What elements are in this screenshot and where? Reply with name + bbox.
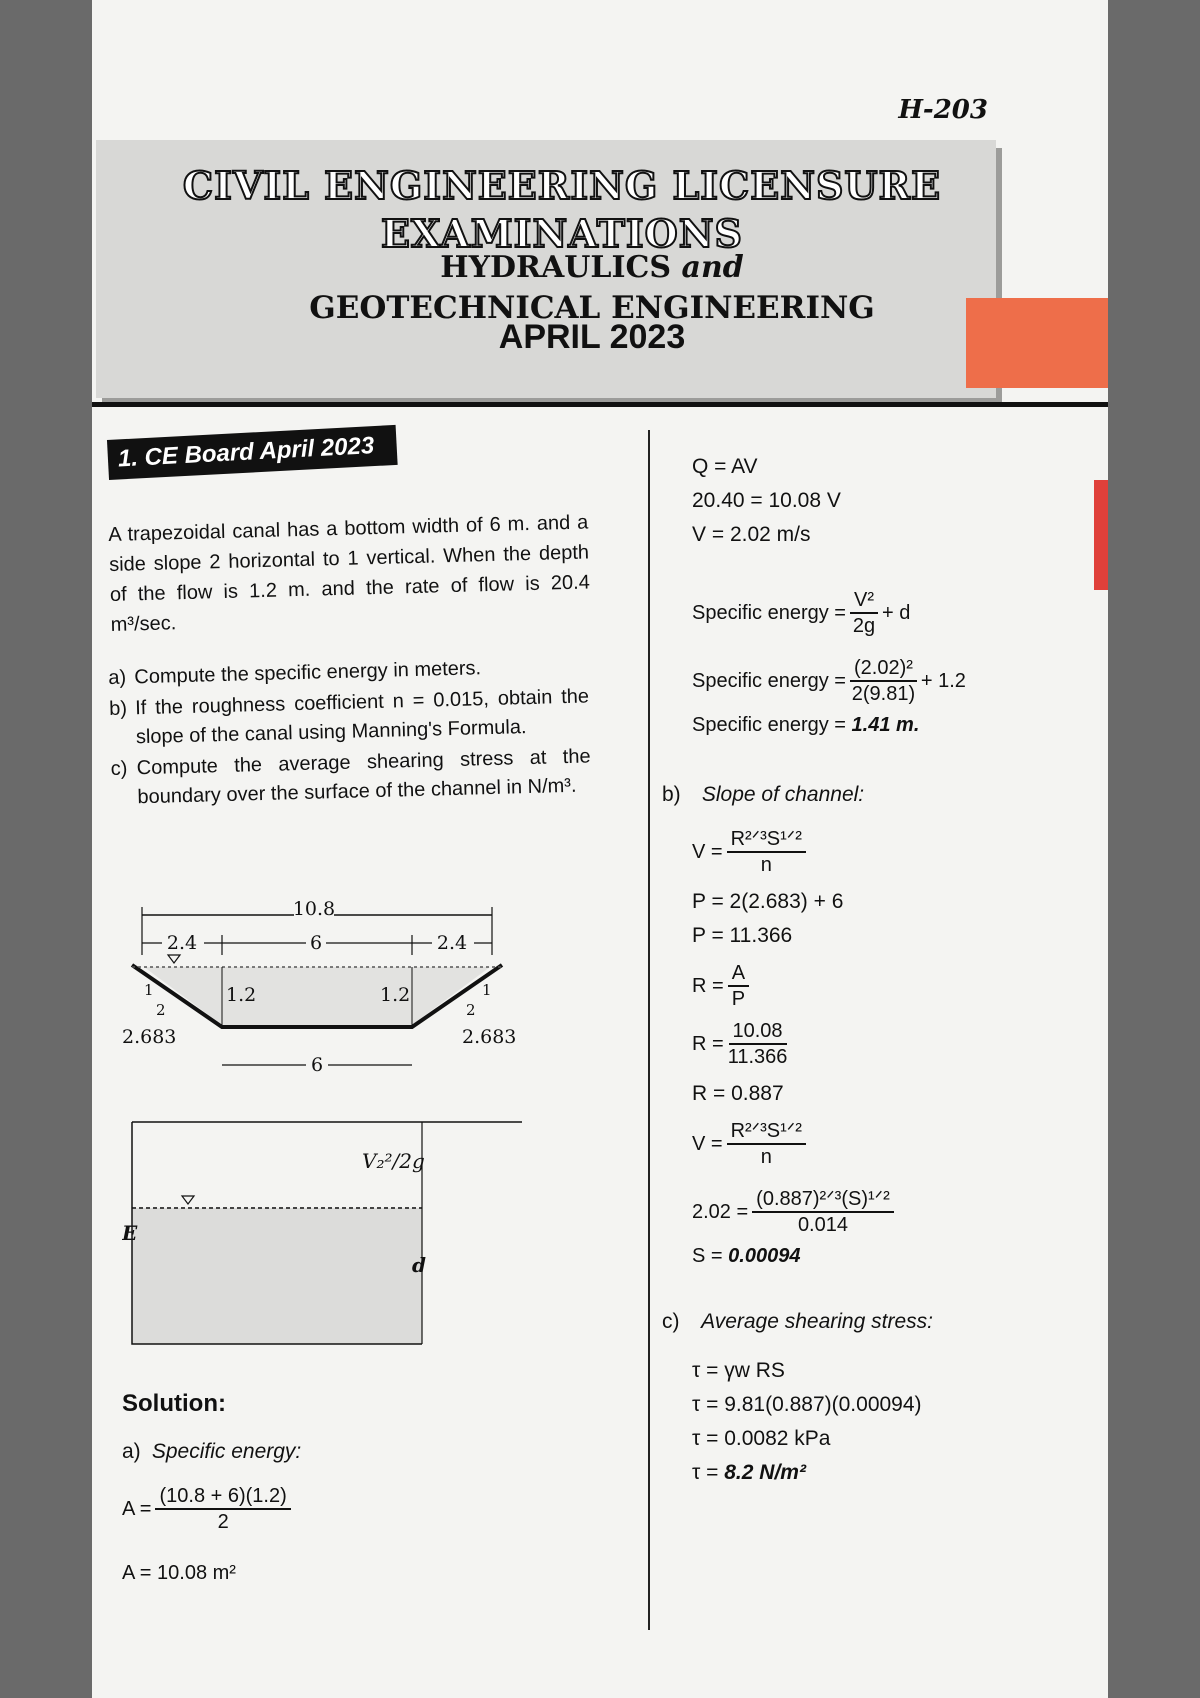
radius-sub-denominator: 11.366: [727, 1046, 788, 1068]
bottom-width-label: 6: [310, 1054, 324, 1076]
trapezoid-channel-figure: [122, 895, 562, 1095]
shear-kpa: τ = 0.0082 kPa: [692, 1427, 831, 1450]
se2-numerator: (2.02)²: [850, 656, 917, 682]
subject-part1: HYDRAULICS: [440, 250, 672, 285]
radius-lhs: R =: [692, 974, 724, 997]
right-overhang-label: 2.4: [436, 932, 468, 954]
solution-heading: Solution:: [122, 1390, 226, 1417]
area-denominator: 2: [217, 1511, 229, 1533]
part-b-label: b): [662, 783, 681, 806]
slope-result: [692, 1245, 1092, 1268]
area-numerator: (10.8 + 6)(1.2): [155, 1484, 290, 1510]
task-c: [110, 742, 591, 813]
radius-sub-numerator: 10.08: [729, 1019, 787, 1045]
radius-formula: [692, 961, 1092, 1011]
se-result-label: Specific energy =: [692, 714, 846, 736]
slope-horizontal-right: 2: [466, 1001, 476, 1019]
slope-sub-fraction: [752, 1187, 894, 1237]
water-level-icon: [168, 955, 180, 963]
manning-formula-repeat: [692, 1119, 1092, 1169]
exam-title-line1: CIVIL ENGINEERING LICENSURE: [182, 163, 942, 208]
manning-fraction: [727, 827, 806, 877]
side-right-label: 2.683: [462, 1026, 517, 1048]
problem-statement: A trapezoidal canal has a bottom width of 6 m. and a side slope 2 horizontal to 1 vertical. When the depth of the flow is 1.2 m. and the rate of flow is 20.4 m³/sec.: [108, 511, 591, 636]
task-b: [109, 682, 590, 753]
slope-substitution: [692, 1187, 1092, 1237]
part-c-heading: [662, 1310, 1092, 1334]
manning-numerator: R²ᐟ³S¹ᐟ²: [727, 1119, 806, 1145]
se2-denominator: 2(9.81): [851, 683, 916, 705]
se-denominator: 2g: [852, 615, 876, 637]
manning-numerator: R²ᐟ³S¹ᐟ²: [727, 827, 806, 853]
radius-sub-fraction: [728, 1019, 788, 1069]
task-text: Compute the average shearing stress at the boundary over the surface of the channel in N/m³.: [136, 745, 591, 809]
perimeter-equation: P = 2(2.683) + 6: [692, 890, 844, 913]
part-b-title: Slope of channel:: [701, 783, 865, 806]
specific-energy-formula: [692, 588, 1092, 638]
part-a-title: Specific energy:: [151, 1440, 302, 1463]
area-equation: [122, 1484, 582, 1534]
se-tail: + d: [881, 601, 911, 624]
shear-substitution: τ = 9.81(0.887)(0.00094): [692, 1393, 922, 1416]
left-overhang-label: 2.4: [166, 932, 198, 954]
shear-result-value: 8.2 N/m²: [724, 1461, 806, 1484]
flow-substitution: 20.40 = 10.08 V: [692, 489, 841, 512]
flow-equation: Q = AV: [692, 455, 758, 478]
task-label: b): [108, 697, 128, 720]
se-numerator: V²: [850, 588, 878, 614]
water-section: [144, 967, 490, 1025]
slope-vertical-left: 1: [144, 981, 154, 999]
area-fraction: [155, 1484, 290, 1534]
exam-title: [122, 162, 1002, 258]
slope-result-value: 0.00094: [728, 1245, 801, 1267]
exam-title-line2: EXAMINATIONS: [381, 211, 743, 256]
page: [92, 0, 1108, 1698]
part-b-heading: [662, 783, 1092, 807]
slope-sub-denominator: 0.014: [797, 1214, 848, 1236]
task-text: If the roughness coefficient n = 0.015, obtain the slope of the canal using Manning's Formula.: [134, 685, 590, 749]
side-accent: [1094, 480, 1108, 590]
radius-fraction: [728, 961, 749, 1011]
area-result: A = 10.08 m²: [122, 1562, 236, 1584]
slope-result-label: S =: [692, 1245, 723, 1267]
task-label: a): [108, 666, 127, 689]
column-divider: [648, 430, 650, 1630]
velocity-head-fraction: [850, 588, 878, 638]
manning-fraction: [727, 1119, 806, 1169]
slope-vertical-right: 1: [482, 981, 492, 999]
slope-sub-numerator: (0.887)²ᐟ³(S)¹ᐟ²: [752, 1187, 894, 1213]
bottom-top-label: 6: [309, 932, 323, 954]
energy-label: E: [122, 1221, 138, 1245]
manning-lhs: V =: [692, 1132, 723, 1155]
part-c-title: Average shearing stress:: [701, 1310, 933, 1333]
radius-substitution: [692, 1019, 1092, 1069]
water-level-icon: [182, 1196, 194, 1204]
manning-denominator: n: [760, 1146, 772, 1168]
problem-tasks: [108, 651, 592, 813]
radius-denominator: P: [731, 988, 746, 1010]
subject-and: and: [681, 250, 744, 285]
se-substitution-fraction: [850, 656, 917, 706]
task-text: Compute the specific energy in meters.: [134, 657, 482, 689]
problem-column: [108, 432, 591, 815]
specific-energy-substitution: [692, 656, 1092, 706]
water-body: [132, 1208, 422, 1344]
manning-lhs: V =: [692, 840, 723, 863]
subject-line2: GEOTECHNICAL ENGINEERING: [309, 290, 875, 326]
se2-tail: + 1.2: [920, 669, 966, 692]
specific-energy-figure: [122, 1112, 542, 1362]
task-label: c): [110, 757, 128, 780]
depth-right-label: 1.2: [380, 984, 411, 1006]
top-width-label: 10.8: [292, 898, 336, 920]
part-a-label: a): [122, 1440, 141, 1463]
specific-energy-result: [692, 714, 1092, 737]
slope-horizontal-left: 2: [156, 1001, 166, 1019]
subject-line1: [212, 248, 972, 288]
page-number: H-203: [898, 95, 988, 125]
perimeter-result: P = 11.366: [692, 924, 793, 947]
shear-result: [692, 1456, 1092, 1490]
radius-lhs: R =: [692, 1032, 724, 1055]
se-result-value: 1.41 m.: [851, 714, 920, 736]
manning-formula: [692, 827, 1092, 877]
velocity-result: V = 2.02 m/s: [692, 523, 811, 546]
depth-left-label: 1.2: [226, 984, 257, 1006]
banner-accent: [966, 298, 1108, 388]
specific-energy-label: Specific energy =: [692, 669, 846, 692]
slope-sub-lhs: 2.02 =: [692, 1200, 749, 1223]
radius-numerator: A: [728, 961, 749, 987]
depth-label: d: [412, 1253, 426, 1277]
area-lhs: A =: [122, 1497, 152, 1520]
manning-denominator: n: [760, 854, 772, 876]
velocity-head-label: V₂²/2g: [362, 1149, 425, 1173]
specific-energy-label: Specific energy =: [692, 601, 846, 624]
radius-result: R = 0.887: [692, 1082, 784, 1105]
shear-formula: τ = γw RS: [692, 1359, 785, 1382]
shear-result-label: τ =: [692, 1461, 719, 1484]
header-rule: [92, 402, 1108, 407]
problem-tag: 1. CE Board April 2023: [107, 425, 397, 480]
exam-date: APRIL 2023: [498, 318, 686, 356]
solution-right: [662, 450, 1092, 1490]
solution-left: [122, 1390, 582, 1593]
side-left-label: 2.683: [122, 1026, 177, 1048]
part-c-label: c): [662, 1310, 680, 1333]
part-a-heading: [122, 1440, 582, 1464]
